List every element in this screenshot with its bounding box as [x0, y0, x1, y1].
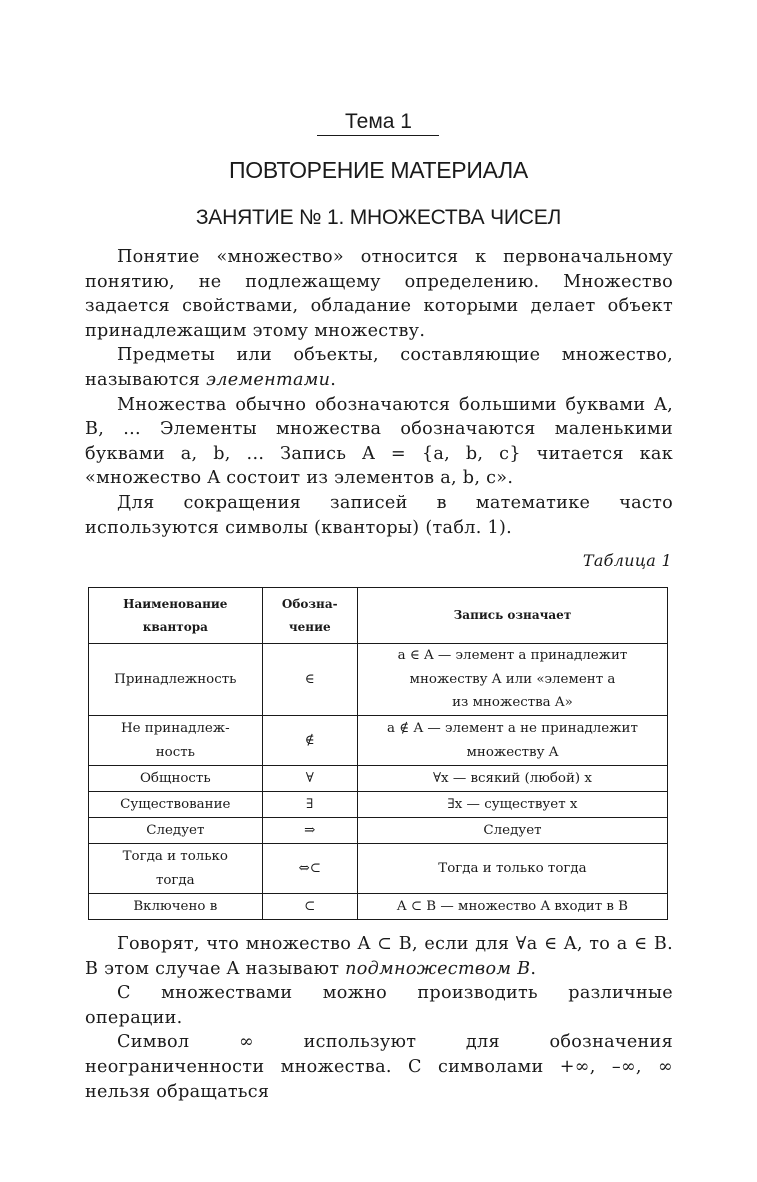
table-row — [89, 766, 668, 792]
topic-label: Тема 1 — [345, 110, 412, 133]
paragraph-3: Множества обычно обозначаются большими буквами A, B, ... Элементы множества обозначаются маленькими буквами a, b, ... Запись A = {a, b, c} читается как «множество A состоит из элементов a, b, c». — [85, 394, 673, 489]
term-elements: элементами — [206, 369, 331, 390]
cell-symbol: ⇒ — [262, 818, 357, 844]
after-table-text — [85, 932, 673, 1104]
cell-name: Тогда и только тогда — [89, 844, 263, 894]
cell-symbol: ⊂ — [262, 894, 357, 920]
header-meaning: Запись означает — [357, 588, 667, 644]
quantifier-table — [88, 587, 668, 920]
cell-meaning: A ⊂ B — множество A входит в B — [357, 894, 667, 920]
table-caption: Таблица 1 — [582, 551, 672, 570]
cell-symbol: ∉ — [262, 716, 357, 766]
paragraph-5 — [85, 932, 673, 981]
cell-meaning: Тогда и только тогда — [357, 844, 667, 894]
cell-name: Существование — [89, 792, 263, 818]
table-row — [89, 644, 668, 716]
paragraph-6: С множествами можно производить различные операции. — [85, 983, 673, 1028]
cell-name: Включено в — [89, 894, 263, 920]
cell-meaning: Следует — [357, 818, 667, 844]
cell-meaning: a ∉ A — элемент a не принадлежит множеству A — [357, 716, 667, 766]
term-subset: подмножеством B — [345, 958, 531, 979]
table-header-row — [89, 588, 668, 644]
cell-name: Принадлежность — [89, 644, 263, 716]
paragraph-1: Понятие «множество» относится к первоначальному понятию, не подлежащему определению. Множество задается свойствами, обладание которыми делает объект принадлежащим этому множеству. — [85, 247, 673, 341]
paragraph-2-start: Предметы или объекты, составляющие множество, называются — [85, 345, 673, 390]
cell-meaning: ∀x — всякий (любой) x — [357, 766, 667, 792]
table-row — [89, 716, 668, 766]
paragraph-5-end: . — [530, 958, 537, 979]
topic-underline — [317, 135, 439, 136]
cell-name: Не принадлеж- ность — [89, 716, 263, 766]
cell-symbol: ⇔⊂ — [262, 844, 357, 894]
paragraph-7: Символ ∞ используют для обозначения неограниченности множества. С символами +∞, –∞, ∞ нельзя обращаться — [85, 1032, 673, 1102]
lesson-title: ЗАНЯТИЕ № 1. МНОЖЕСТВА ЧИСЕЛ — [195, 206, 562, 229]
cell-name: Следует — [89, 818, 263, 844]
chapter-title: ПОВТОРЕНИЕ МАТЕРИАЛА — [229, 157, 528, 183]
paragraph-5-start: Говорят, что множество A ⊂ B, если для ∀a ∈ A, то a ∈ B. В этом случае A называют — [85, 934, 673, 979]
header-name: Наименование квантора — [89, 588, 263, 644]
cell-name: Общность — [89, 766, 263, 792]
paragraph-2-end: . — [330, 369, 337, 390]
header-symbol: Обозна- чение — [262, 588, 357, 644]
table-row — [89, 792, 668, 818]
cell-symbol: ∃ — [262, 792, 357, 818]
intro-text — [85, 245, 673, 540]
table-row — [89, 894, 668, 920]
cell-symbol: ∈ — [262, 644, 357, 716]
table-row — [89, 844, 668, 894]
cell-symbol: ∀ — [262, 766, 357, 792]
paragraph-4: Для сокращения записей в математике часто используются символы (кванторы) (табл. 1). — [85, 492, 673, 538]
cell-meaning: ∃x — существует x — [357, 792, 667, 818]
paragraph-2 — [85, 343, 673, 392]
table-row — [89, 818, 668, 844]
cell-meaning: a ∈ A — элемент a принадлежит множеству A или «элемент a из множества A» — [357, 644, 667, 716]
